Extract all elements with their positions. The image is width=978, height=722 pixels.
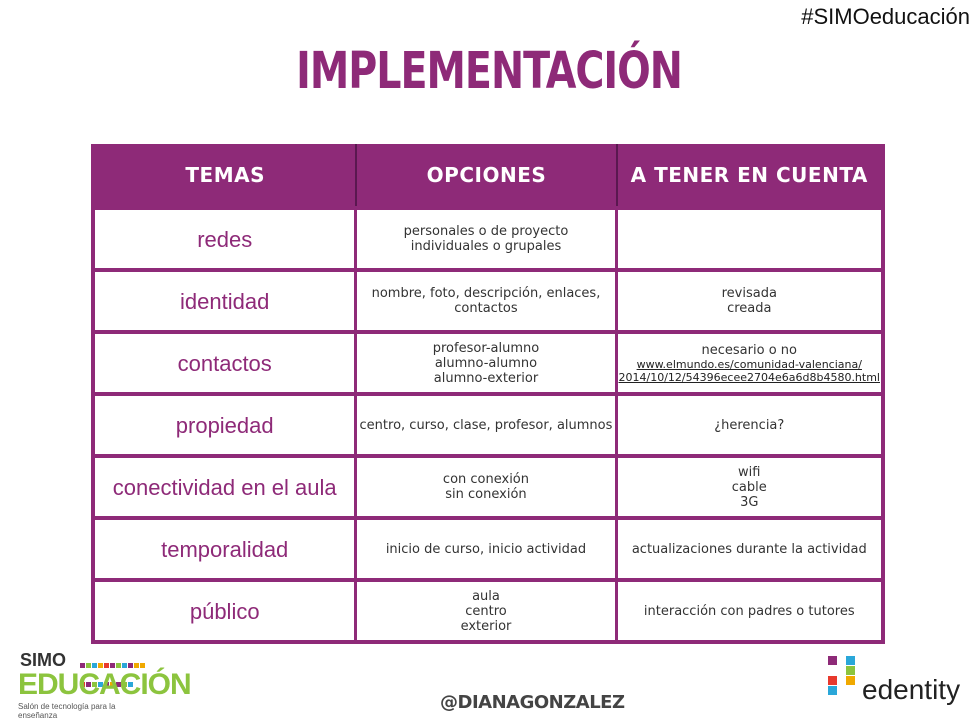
article-link-line: 2014/10/12/54396ecee2704e6a6d8b4580.html bbox=[618, 370, 880, 384]
opcion-line: alumno-alumno bbox=[434, 355, 538, 371]
tema-cell: identidad bbox=[95, 268, 357, 330]
simo-educacion-logo bbox=[16, 650, 191, 720]
table-row bbox=[95, 516, 881, 578]
cuenta-line: creada bbox=[727, 301, 772, 316]
cuenta-line: actualizaciones durante la actividad bbox=[631, 541, 867, 557]
table-row bbox=[95, 330, 881, 392]
hashtag: #SIMOeducación bbox=[801, 4, 970, 29]
table-row bbox=[95, 268, 881, 330]
tema-cell: temporalidad bbox=[95, 516, 357, 578]
opciones-cell bbox=[357, 392, 617, 454]
opcion-line: contactos bbox=[454, 301, 518, 316]
opcion-line: centro bbox=[465, 603, 507, 619]
edentity-wordmark: edentity bbox=[862, 674, 961, 705]
opcion-line: sin conexión bbox=[445, 487, 527, 502]
opcion-line: inicio de curso, inicio actividad bbox=[385, 541, 587, 557]
a-tener-en-cuenta-cell bbox=[618, 330, 881, 392]
table-header-row bbox=[95, 144, 881, 206]
author-handle: @DIANAGONZALEZ bbox=[440, 692, 625, 713]
opcion-line: con conexión bbox=[442, 472, 530, 487]
tema-cell: redes bbox=[95, 206, 357, 268]
column-header-opciones: OPCIONES bbox=[357, 144, 617, 206]
article-link-line: www.elmundo.es/comunidad-valenciana/ bbox=[636, 357, 862, 371]
table-row bbox=[95, 454, 881, 516]
opcion-line: alumno-exterior bbox=[433, 370, 539, 386]
implementation-table bbox=[91, 144, 885, 644]
a-tener-en-cuenta-cell bbox=[618, 206, 881, 268]
opcion-line: centro, curso, clase, profesor, alumnos bbox=[359, 417, 613, 433]
simo-logo-bottom: EDUCACIÓN bbox=[18, 668, 191, 701]
page-title: IMPLEMENTACIÓN bbox=[296, 42, 682, 101]
opcion-line: individuales o grupales bbox=[410, 239, 562, 254]
simo-logo-tagline: Salón de tecnología para la enseñanza bbox=[18, 702, 116, 720]
simo-logo-dots bbox=[80, 654, 146, 668]
tema-cell: conectividad en el aula bbox=[95, 454, 357, 516]
tema-cell: público bbox=[95, 578, 357, 644]
opciones-cell bbox=[357, 454, 617, 516]
opciones-cell bbox=[357, 516, 617, 578]
a-tener-en-cuenta-cell bbox=[618, 268, 881, 330]
opcion-line: aula bbox=[472, 588, 500, 604]
a-tener-en-cuenta-cell bbox=[618, 578, 881, 644]
table-row bbox=[95, 578, 881, 644]
a-tener-en-cuenta-cell bbox=[618, 516, 881, 578]
cuenta-line: ¿herencia? bbox=[714, 417, 785, 433]
tema-cell: contactos bbox=[95, 330, 357, 392]
opcion-line: nombre, foto, descripción, enlaces, bbox=[371, 286, 601, 301]
opciones-cell bbox=[357, 330, 617, 392]
opcion-line: personales o de proyecto bbox=[403, 224, 569, 239]
tema-cell: propiedad bbox=[95, 392, 357, 454]
opciones-cell bbox=[357, 206, 617, 268]
column-header-temas: TEMAS bbox=[95, 144, 357, 206]
cuenta-line: wifi bbox=[738, 464, 761, 480]
simo-logo-top: SIMO bbox=[20, 650, 67, 670]
cuenta-line: cable bbox=[731, 479, 767, 495]
a-tener-en-cuenta-cell bbox=[618, 454, 881, 516]
table-row bbox=[95, 206, 881, 268]
opcion-line: profesor-alumno bbox=[432, 340, 540, 356]
article-link[interactable] bbox=[619, 358, 880, 384]
cuenta-line: revisada bbox=[721, 286, 777, 301]
column-header-a-tener-en-cuenta: A TENER EN CUENTA bbox=[618, 144, 881, 206]
opciones-cell bbox=[357, 578, 617, 644]
opcion-line: exterior bbox=[460, 618, 512, 634]
cuenta-line: interacción con padres o tutores bbox=[643, 603, 855, 619]
cuenta-line: necesario o no bbox=[701, 342, 797, 358]
table-row bbox=[95, 392, 881, 454]
opciones-cell bbox=[357, 268, 617, 330]
edentity-logo bbox=[828, 652, 961, 712]
a-tener-en-cuenta-cell bbox=[618, 392, 881, 454]
cuenta-line: 3G bbox=[740, 494, 759, 510]
